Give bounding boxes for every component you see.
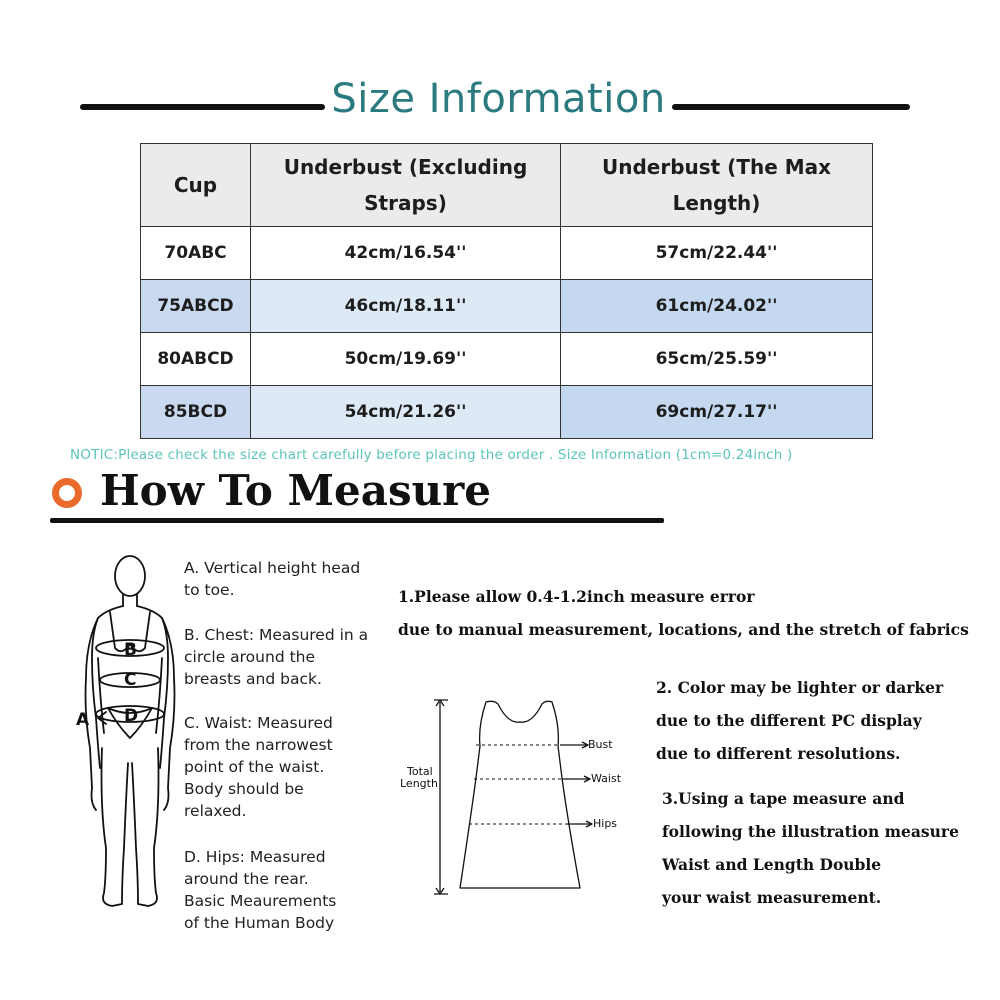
cell-underbust-excluding: 42cm/16.54'' xyxy=(251,227,561,280)
instruction-a: A. Vertical height head to toe. xyxy=(184,559,361,599)
title-rule-left xyxy=(80,104,325,110)
note-3-line-1: 3.Using a tape measure and xyxy=(662,789,905,808)
instruction-c: C. Waist: Measured from the narrowest point of the waist. Body should be relaxed. xyxy=(184,714,333,820)
instruction-b: B. Chest: Measured in a circle around the breasts and back. xyxy=(184,626,369,688)
how-to-measure-title: How To Measure xyxy=(100,466,492,515)
body-label-c: C xyxy=(124,670,137,690)
dress-label-waist: Waist xyxy=(591,772,622,785)
table-row xyxy=(141,386,873,439)
cell-cup: 75ABCD xyxy=(141,280,251,333)
cell-underbust-max: 57cm/22.44'' xyxy=(561,227,873,280)
note-3-line-2: following the illustration measure xyxy=(662,822,959,841)
cell-underbust-max: 61cm/24.02'' xyxy=(561,280,873,333)
dress-label-bust: Bust xyxy=(588,738,613,751)
dress-label-total: Total xyxy=(407,765,433,778)
note-2-line-3: due to different resolutions. xyxy=(656,744,901,763)
cell-underbust-excluding: 46cm/18.11'' xyxy=(251,280,561,333)
dress-label-hips: Hips xyxy=(593,817,618,830)
table-row xyxy=(141,227,873,280)
size-notice: NOTIC:Please check the size chart carefully before placing the order . Size Information (1cm=0.24inch ) xyxy=(70,447,793,463)
instruction-d: D. Hips: Measured around the rear. Basic Meaurements of the Human Body xyxy=(184,848,337,932)
note-2-line-1: 2. Color may be lighter or darker xyxy=(656,678,944,697)
body-label-a: A xyxy=(76,710,90,730)
table-header-row xyxy=(141,144,873,227)
cell-underbust-excluding: 50cm/19.69'' xyxy=(251,333,561,386)
page-title: Size Information xyxy=(331,76,666,122)
dress-label-length: Length xyxy=(400,777,438,790)
cell-underbust-max: 69cm/27.17'' xyxy=(561,386,873,439)
header-underbust-max: Underbust (The Max Length) xyxy=(561,144,873,227)
title-rule-right xyxy=(672,104,910,110)
dress-diagram xyxy=(396,692,636,902)
cell-cup: 80ABCD xyxy=(141,333,251,386)
circle-bullet-icon xyxy=(52,478,82,508)
note-3-line-3: Waist and Length Double xyxy=(662,855,882,874)
note-3-line-4: your waist measurement. xyxy=(662,888,882,907)
note-2-line-2: due to the different PC display xyxy=(656,711,922,730)
header-underbust-excluding: Underbust (Excluding Straps) xyxy=(251,144,561,227)
cell-underbust-max: 65cm/25.59'' xyxy=(561,333,873,386)
body-label-b: B xyxy=(124,640,137,660)
cell-cup: 70ABC xyxy=(141,227,251,280)
note-1-line-2: due to manual measurement, locations, and the stretch of fabrics xyxy=(398,620,969,639)
cell-underbust-excluding: 54cm/21.26'' xyxy=(251,386,561,439)
cell-cup: 85BCD xyxy=(141,386,251,439)
body-outline-figure xyxy=(70,548,180,918)
table-row xyxy=(141,333,873,386)
note-1-line-1: 1.Please allow 0.4-1.2inch measure error xyxy=(398,587,755,606)
header-cup: Cup xyxy=(141,144,251,227)
table-row xyxy=(141,280,873,333)
how-to-measure-rule xyxy=(50,518,664,523)
size-table xyxy=(140,143,873,439)
body-label-d: D xyxy=(124,706,139,726)
